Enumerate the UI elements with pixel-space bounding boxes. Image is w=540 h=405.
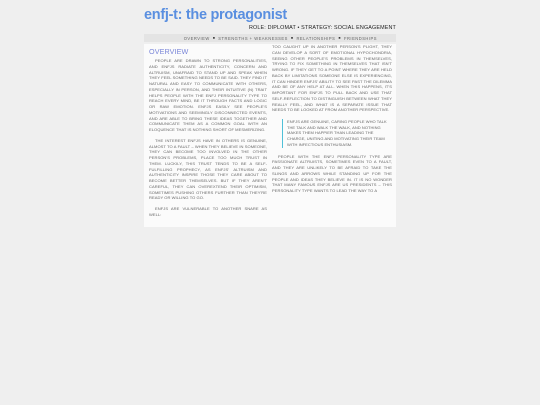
nav-item-friendships[interactable]: FRIENDSHIPS [343, 35, 377, 41]
content-panel[interactable] [144, 44, 396, 227]
nav-item-overview[interactable]: OVERVIEW [183, 35, 210, 41]
nav-separator-icon: ■ [338, 36, 341, 40]
overview-paragraph: PEOPLE ARE DRAWN TO STRONG PERSONALITIES, AND ENFJS RADIATE AUTHENTICITY, CONCERN AND ALTRUISM, UNAFRAID TO STAND UP AND SPEAK WHEN THEY FEEL SOMETHING NEEDS TO BE SAID. THEY FIND IT NATURAL AND EASY TO COMMUNICATE WITH OTHERS, ESPECIALLY IN PERSON, AND THEIR INTUITIVE (N) TRAIT HELPS PEOPLE WITH THE ENFJ PERSONALITY TYPE TO REACH EVERY MIND, BE IT THROUGH FACTS AND LOGIC OR RAW EMOTION. ENFJS EASILY SEE PEOPLE'S MOTIVATIONS AND SEEMINGLY DISCONNECTED EVENTS, AND ARE ABLE TO BRING THESE IDEAS TOGETHER AND COMMUNICATE THEM AS A COMMON GOAL WITH AN ELOQUENCE THAT IS NOTHING SHORT OF MESMERIZING. [149, 58, 267, 132]
overview-paragraph: PEOPLE WITH THE ENFJ PERSONALITY TYPE ARE PASSIONATE ALTRUISTS, SOMETIMES EVEN TO A FAULT, AND THEY ARE UNLIKELY TO BE AFRAID TO TAKE THE SLINGS AND ARROWS WHILE STANDING UP FOR THE PEOPLE AND IDEAS THEY BELIEVE IN. IT IS NO WONDER THAT MANY FAMOUS ENFJS ARE US PRESIDENTS – THIS PERSONALITY TYPE WANTS TO LEAD THE WAY TO A [272, 153, 392, 194]
nav-item-strengths-weaknesses[interactable]: STRENGTHS + WEAKNESSES [218, 35, 288, 41]
nav-separator-icon: ■ [290, 36, 294, 40]
bottom-fade [144, 221, 396, 227]
nav-separator-icon: ■ [212, 36, 216, 40]
pull-quote: ENFJS ARE GENUINE, CARING PEOPLE WHO TALK THE TALK AND WALK THE WALK, AND NOTHING MAKES THEM HAPPIER THAN LEADING THE CHARGE, UNITING AND MOTIVATING THEIR TEAM WITH INFECTIOUS ENTHUSIASM. [282, 119, 388, 148]
role-subtitle: ROLE: DIPLOMAT • STRATEGY: SOCIAL ENGAGEMENT [249, 25, 396, 31]
overview-paragraph: THE INTEREST ENFJS HAVE IN OTHERS IS GENUINE, ALMOST TO A FAULT – WHEN THEY BELIEVE IN SOMEONE, THEY CAN BECOME TOO INVOLVED IN THE OTHER PERSON'S PROBLEMS, PLACE TOO MUCH TRUST IN THEM. LUCKILY, THIS TRUST TENDS TO BE A SELF-FULFILLING PROPHECY, AS ENFJS' ALTRUISM AND AUTHENTICITY INSPIRE THOSE THEY CARE ABOUT TO BECOME BETTER THEMSELVES. BUT IF THEY AREN'T CAREFUL, THEY CAN OVEREXTEND THEIR OPTIMISM, SOMETIMES PUSHING OTHERS FURTHER THAN THEY'RE READY OR WILLING TO GO. [149, 137, 267, 201]
nav-bar [144, 34, 396, 42]
overview-heading: OVERVIEW [149, 47, 189, 56]
left-column [149, 44, 267, 223]
right-column [272, 44, 392, 199]
overview-paragraph: TOO CAUGHT UP IN ANOTHER PERSON'S PLIGHT, THEY CAN DEVELOP A SORT OF EMOTIONAL HYPOCHONDRIA, SEEING OTHER PEOPLE'S PROBLEMS IN THEMSELVES, TRYING TO FIX SOMETHING IN THEMSELVES THAT ISN'T WRONG. IF THEY GET TO A POINT WHERE THEY ARE HELD BACK BY LIMITATIONS SOMEONE ELSE IS EXPERIENCING, IT CAN HINDER ENFJS' ABILITY TO SEE PAST THE DILEMMA AND BE OF ANY HELP AT ALL. WHEN THIS HAPPENS, IT'S IMPORTANT FOR ENFJS TO PULL BACK AND USE THAT SELF-REFLECTION TO DISTINGUISH BETWEEN WHAT THEY REALLY FEEL, AND WHAT IS A SEPARATE ISSUE THAT NEEDS TO BE LOOKED AT FROM ANOTHER PERSPECTIVE. [272, 44, 392, 113]
page-title: enfj-t: the protagonist [144, 7, 287, 23]
nav-item-relationships[interactable]: RELATIONSHIPS [296, 35, 336, 41]
page-container [144, 6, 396, 227]
overview-paragraph: ENFJS ARE VULNERABLE TO ANOTHER SNARE AS WELL: [149, 206, 267, 217]
